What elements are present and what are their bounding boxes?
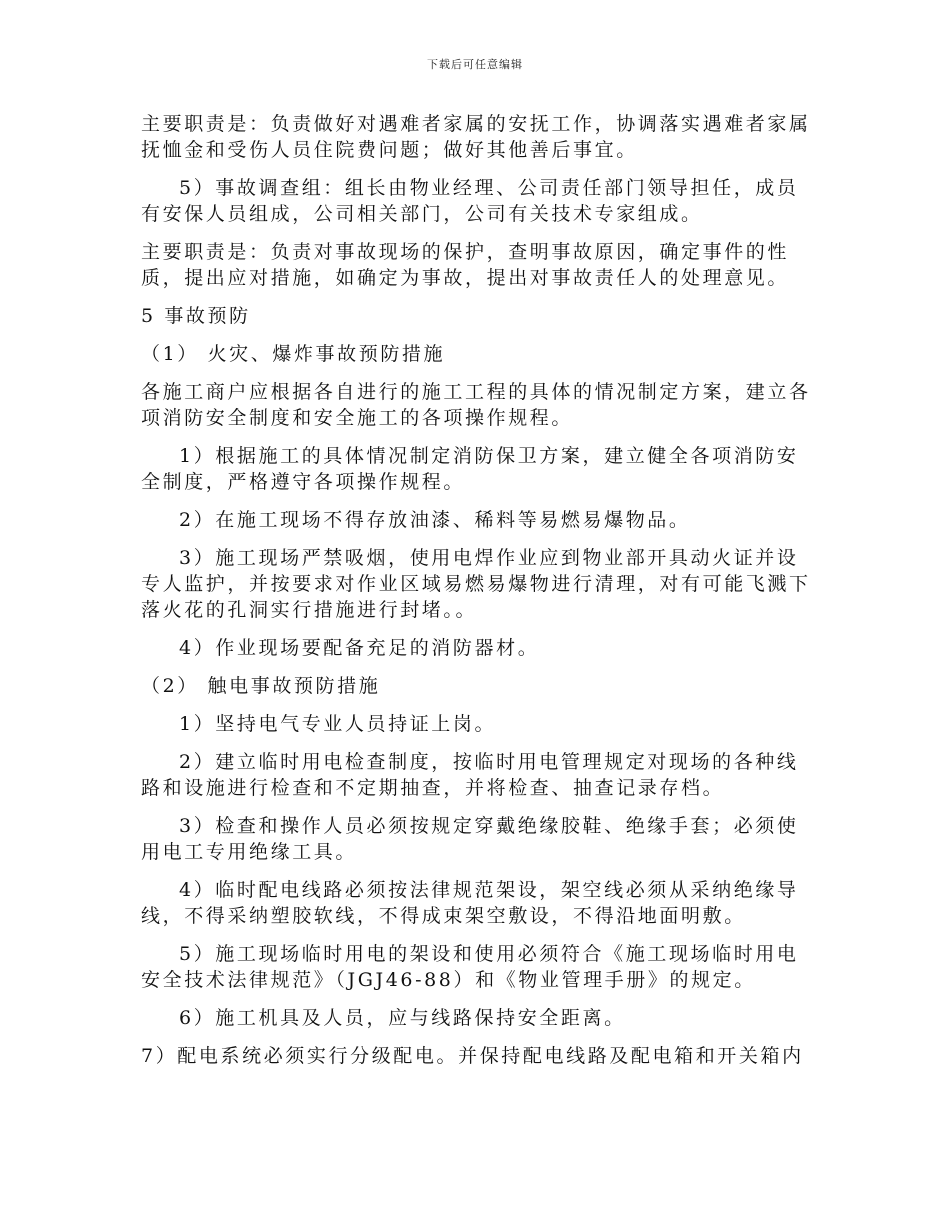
list-item-fire-1: 1）根据施工的具体情况制定消防保卫方案，建立健全各项消防安全制度，严格遵守各项操作规程。 xyxy=(141,445,799,493)
list-item-electric-6: 6）施工机具及人员，应与线路保持安全距离。 xyxy=(179,1007,626,1029)
document-body xyxy=(141,111,811,1081)
paragraph-duties-investigation: 主要职责是：负责对事故现场的保护，查明事故原因，确定事件的性质，提出应对措施，如确定为事故，提出对事故责任人的处理意见。 xyxy=(141,241,790,289)
page-header: 下载后可任意编辑 xyxy=(427,58,523,71)
paragraph-duties-aftercare: 主要职责是：负责做好对遇难者家属的安抚工作，协调落实遇难者家属抚恤金和受伤人员住院费问题；做好其他善后事宜。 xyxy=(141,113,811,161)
list-item-fire-2: 2）在施工现场不得存放油漆、稀料等易燃易爆物品。 xyxy=(179,509,691,531)
list-item-electric-1: 1）坚持电气专业人员持证上岗。 xyxy=(179,713,497,735)
list-item-fire-3: 3）施工现场严禁吸烟，使用电焊作业应到物业部开具动火证并设专人监护，并按要求对作业区域易燃易爆物进行清理，对有可能飞溅下落火花的孔洞实行措施进行封堵。。 xyxy=(141,547,811,621)
paragraph-fire-intro: 各施工商户应根据各自进行的施工工程的具体的情况制定方案，建立各项消防安全制度和安全施工的各项操作规程。 xyxy=(141,381,811,429)
list-item-electric-4: 4）临时配电线路必须按法律规范架设，架空线必须从采纳绝缘导线，不得采纳塑胶软线，不得成束架空敷设，不得沿地面明敷。 xyxy=(141,879,799,927)
subheading-fire-explosion: （1） 火灾、爆炸事故预防措施 xyxy=(141,343,446,365)
list-item-electric-7: 7）配电系统必须实行分级配电。并保持配电线路及配电箱和开关箱内 xyxy=(141,1045,804,1067)
list-item-electric-2: 2）建立临时用电检查制度，按临时用电管理规定对现场的各种线路和设施进行检查和不定期抽查，并将检查、抽查记录存档。 xyxy=(141,751,799,799)
list-item-fire-4: 4）作业现场要配备充足的消防器材。 xyxy=(179,637,540,659)
list-item-electric-5: 5）施工现场临时用电的架设和使用必须符合《施工现场临时用电安全技术法律规范》（JGJ46-88）和《物业管理手册》的规定。 xyxy=(141,943,799,991)
paragraph-investigation-group: 5）事故调查组：组长由物业经理、公司责任部门领导担任，成员有安保人员组成，公司相关部门，公司有关技术专家组成。 xyxy=(141,177,799,225)
subheading-electric-shock: （2） 触电事故预防措施 xyxy=(141,675,381,697)
section-heading-prevention: 5 事故预防 xyxy=(141,305,251,327)
list-item-electric-3: 3）检查和操作人员必须按规定穿戴绝缘胶鞋、绝缘手套；必须使用电工专用绝缘工具。 xyxy=(141,815,799,863)
